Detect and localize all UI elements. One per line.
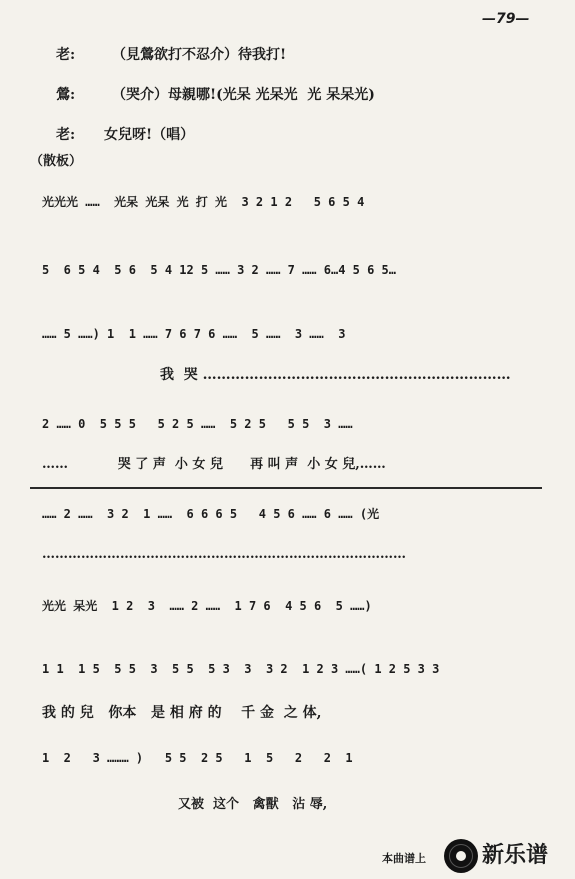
lyric-line-2: …… 哭 了 声 小 女 兒 再 叫 声 小 女 兒,…… [42,457,386,472]
tempo-marking: （散板） [30,154,83,169]
music-disc-icon [444,839,478,873]
dialogue-speaker-2: 鶯: [56,87,76,103]
score-line-8: 1 2 3 ……… ) 5 5 2 5 1 5 2 2 1 [42,751,353,765]
footer-caption: 本曲谱上 [382,852,426,865]
lyric-line-3: ………………………………………………………………………… [42,547,406,562]
page-number: —79— [482,11,530,27]
score-line-7: 1 1 1 5 5 5 3 5 5 5 3 3 3 2 1 2 3 ……( 1 2 5 3 3 [42,662,440,676]
dialogue-speaker-1: 老: [56,47,76,63]
dialogue-line-2: （哭介）母親哪!(光呆 光呆光 光 呆呆光) [112,87,375,103]
divider-rule [30,487,542,489]
dialogue-line-3: 女兒呀!（唱） [104,127,195,143]
dialogue-line-1: （見鶯欲打不忍介）待我打! [112,47,287,63]
score-line-6: 光光 呆光 1 2 3 …… 2 …… 1 7 6 4 5 6 5 ……) [42,599,372,613]
score-line-3: …… 5 ……) 1 1 …… 7 6 7 6 …… 5 …… 3 …… 3 [42,327,346,341]
lyric-line-1: 我 哭 ………………………………………………………… [160,367,511,383]
site-logo: 新乐谱 [482,843,549,868]
dialogue-speaker-3: 老: [56,127,76,143]
score-line-2: 5 6 5 4 5 6 5 4 12 5 …… 3 2 …… 7 …… 6…4 5 6 5… [42,263,397,277]
score-line-1: 光光光 …… 光呆 光呆 光 打 光 3 2 1 2 5 6 5 4 [42,195,365,209]
score-line-5: …… 2 …… 3 2 1 …… 6 6 6 5 4 5 6 …… 6 …… (光 [42,507,380,521]
score-line-4: 2 …… 0 5 5 5 5 2 5 …… 5 2 5 5 5 3 …… [42,417,353,431]
lyric-line-4: 我 的 兒 你本 是 相 府 的 千 金 之 体, [42,705,322,721]
lyric-line-5: 又被 这个 禽獸 沾 辱, [178,797,328,812]
